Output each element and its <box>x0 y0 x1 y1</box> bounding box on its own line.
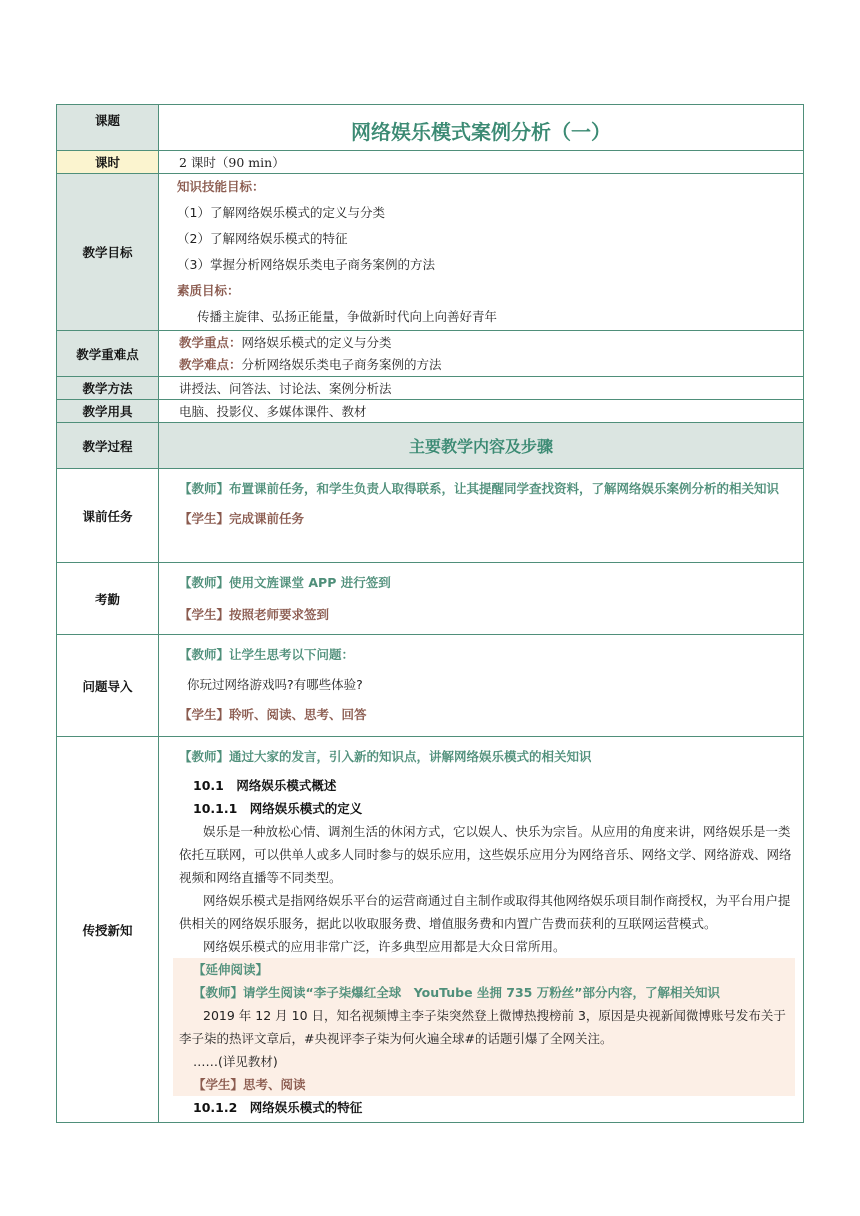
goals-content <box>159 174 804 331</box>
intro-label: 问题导入 <box>57 635 159 737</box>
paragraph: 娱乐是一种放松心情、调剂生活的休闲方式，它以娱人、快乐为宗旨。从应用的角度来讲，网络娱乐是一类依托互联网，可以供单人或多人同时参与的娱乐应用，这些娱乐应用分为网络音乐、网络文学、网络游戏、网络视频和网络直播等不同类型。 <box>179 824 792 885</box>
intro-content <box>159 635 804 737</box>
extended-reading-box <box>173 958 795 1096</box>
knowledge-goal-item: （2）了解网络娱乐模式的特征 <box>177 231 348 246</box>
extended-reading-more: ……(详见教材) <box>193 1054 278 1069</box>
knowledge-goal-item: （1）了解网络娱乐模式的定义与分类 <box>177 205 385 220</box>
extended-reading-title: 【延伸阅读】 <box>193 962 269 977</box>
attendance-student: 【学生】按照老师要求签到 <box>179 607 330 622</box>
extended-reading-paragraph: 2019 年 12 月 10 日，知名视频博主李子柒突然登上微博热搜榜前 3，原因是央视新闻微博账号发布关于李子柒的热评文章后，#央视评李子柒为何火遍全球#的话题引爆了全网关注。 <box>179 1008 786 1046</box>
subsection-heading: 10.1.2 网络娱乐模式的特征 <box>193 1100 363 1115</box>
key-points-label: 教学重难点 <box>57 331 159 377</box>
teaching-content <box>159 737 804 1123</box>
focus-text: 网络娱乐模式的定义与分类 <box>241 334 392 350</box>
pre-task-content <box>159 469 804 563</box>
intro-question: 你玩过网络游戏吗?有哪些体验? <box>187 677 363 692</box>
knowledge-goal-title: 知识技能目标： <box>177 179 265 194</box>
methods-label: 教学方法 <box>57 377 159 400</box>
goals-label: 教学目标 <box>57 174 159 331</box>
pre-task-label: 课前任务 <box>57 469 159 563</box>
extended-reading-teacher: 【教师】请学生阅读“李子柒爆红全球 YouTube 坐拥 735 万粉丝”部分内容，了解相关知识 <box>193 985 720 1000</box>
extended-reading-student: 【学生】思考、阅读 <box>193 1077 306 1092</box>
process-header-right: 主要教学内容及步骤 <box>159 423 804 469</box>
difficulty-text: 分析网络娱乐类电子商务案例的方法 <box>241 356 442 372</box>
hours-label: 课时 <box>57 151 159 174</box>
knowledge-goal-item: （3）掌握分析网络娱乐类电子商务案例的方法 <box>177 257 435 272</box>
paragraph: 网络娱乐模式的应用非常广泛，许多典型应用都是大众日常所用。 <box>203 939 566 954</box>
topic-label: 课题 <box>57 105 159 151</box>
pre-task-student: 【学生】完成课前任务 <box>179 511 305 526</box>
key-points-content <box>159 331 804 377</box>
process-header-left: 教学过程 <box>57 423 159 469</box>
quality-goal-title: 素质目标： <box>177 283 240 298</box>
methods-value: 讲授法、问答法、讨论法、案例分析法 <box>159 377 804 400</box>
teaching-teacher: 【教师】通过大家的发言，引入新的知识点，讲解网络娱乐模式的相关知识 <box>179 749 592 764</box>
teaching-label: 传授新知 <box>57 737 159 1123</box>
subsection-heading: 10.1.1 网络娱乐模式的定义 <box>193 801 363 816</box>
difficulty-tag: 教学难点： <box>179 356 242 372</box>
attendance-label: 考勤 <box>57 563 159 635</box>
lesson-title: 网络娱乐模式案例分析（一） <box>159 105 804 151</box>
tools-label: 教学用具 <box>57 400 159 423</box>
tools-value: 电脑、投影仪、多媒体课件、教材 <box>159 400 804 423</box>
intro-student: 【学生】聆听、阅读、思考、回答 <box>179 707 367 722</box>
quality-goal-item: 传播主旋律、弘扬正能量，争做新时代向上向善好青年 <box>197 309 498 324</box>
section-heading: 10.1 网络娱乐模式概述 <box>193 778 337 793</box>
pre-task-teacher: 【教师】布置课前任务，和学生负责人取得联系，让其提醒同学查找资料，了解网络娱乐案例分析的相关知识 <box>179 481 780 496</box>
paragraph: 网络娱乐模式是指网络娱乐平台的运营商通过自主制作或取得其他网络娱乐项目制作商授权，为平台用户提供相关的网络娱乐服务，据此以收取服务费、增值服务费和内置广告费而获利的互联网运营模式。 <box>179 893 791 931</box>
focus-tag: 教学重点： <box>179 334 242 350</box>
intro-teacher: 【教师】让学生思考以下问题： <box>179 647 355 662</box>
attendance-content <box>159 563 804 635</box>
attendance-teacher: 【教师】使用文旌课堂 APP 进行签到 <box>179 575 391 590</box>
lesson-plan-table <box>56 104 804 1123</box>
hours-value: 2 课时（90 min） <box>159 151 804 174</box>
